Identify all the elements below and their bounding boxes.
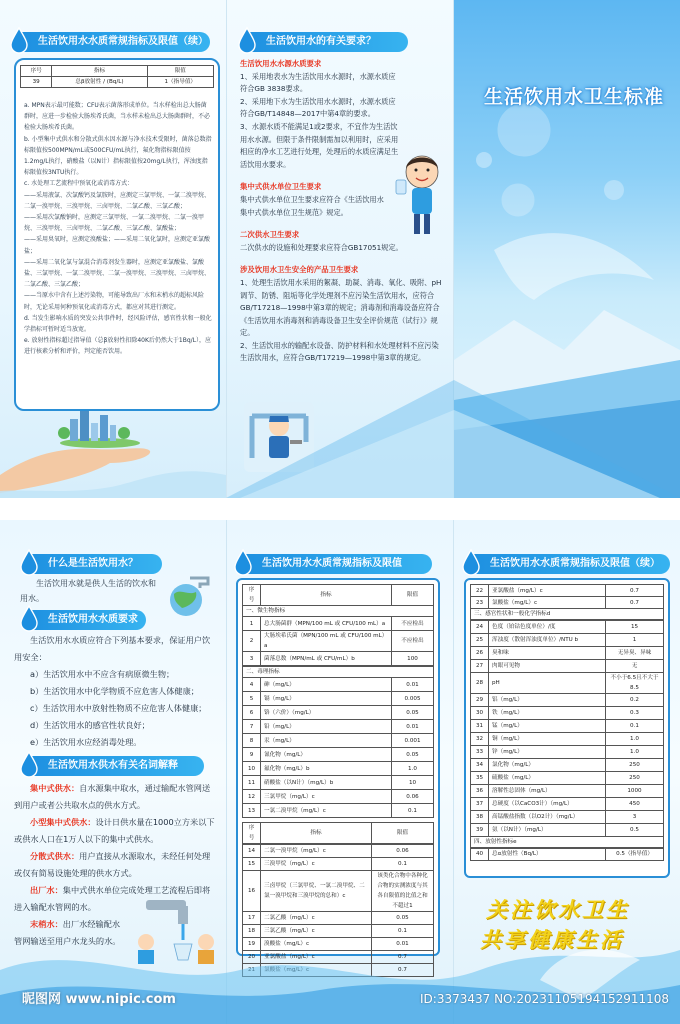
table-header: 限值 (372, 823, 434, 844)
section-text: 1、采用地表水为生活饮用水水源时，水源水质应符合GB 3838要求。 2、采用地下水为生活饮用水水源时，水源水质应符合GB/T14848—2017中第4章的要求。 3、水源水质不能满足1或2要求，不宜作为生活饮用水水源。但限于条件限制需加以利用时，应采用相应的净水工艺进行处理，处理后的水质应满足生活饮用水要求。 (240, 71, 399, 169)
table-row (471, 672, 664, 693)
table-cell: 32 (471, 732, 489, 745)
table-cell: 0.06 (372, 844, 434, 857)
table-cell: 色度（铂钴色度单位）/度 (489, 620, 606, 633)
table-cell: 37 (471, 797, 489, 810)
table-cell: 38 (471, 810, 489, 823)
boy-drinking-illustration (392, 150, 452, 245)
table-cell: 39 (21, 77, 52, 88)
table-cell: 250 (606, 771, 664, 784)
table-cell: 15 (606, 620, 664, 633)
table-row (243, 678, 434, 692)
table-cell: 0.7 (372, 963, 434, 976)
table-cell: 1.0 (392, 762, 434, 776)
table-row (471, 706, 664, 719)
slogan-line-2: 共享健康生活 (480, 928, 624, 952)
term-label: 集中式供水： (30, 783, 80, 793)
table-cell: 氯酸盐（mg/L）c (489, 597, 606, 609)
table-cell: 26 (471, 646, 489, 659)
table-cell: pH (489, 672, 606, 693)
table-header-row (243, 823, 434, 844)
table-cell: 31 (471, 719, 489, 732)
water-drop-icon (18, 548, 40, 576)
table-group: 四、放射性指标e (471, 837, 664, 848)
standards-table-group (470, 836, 664, 848)
table-row (471, 758, 664, 771)
water-drop-icon (18, 750, 40, 778)
table-cell: 0.01 (392, 720, 434, 734)
table-row (243, 762, 434, 776)
table-cell: 铜（mg/L） (489, 732, 606, 745)
banner-label: 生活饮用水供水有关名词解释 (48, 760, 178, 771)
table-cell: 砷（mg/L） (261, 678, 392, 692)
table-header-row (21, 66, 214, 77)
table-cell: 4 (243, 678, 261, 692)
table-cell: 39 (471, 823, 489, 836)
table-row (243, 734, 434, 748)
table-row (243, 720, 434, 734)
table-cell: 10 (392, 776, 434, 790)
table-cell: 2 (243, 631, 261, 652)
standards-table-continued (470, 584, 664, 609)
banner-label: 生活饮用水水质常规指标及限值（续） (38, 36, 208, 47)
table-row (471, 823, 664, 836)
section-banner (240, 32, 408, 52)
table-row (243, 776, 434, 790)
table-cell: 1.0 (606, 745, 664, 758)
table-cell: 总硬度（以CaCO3计）（mg/L） (489, 797, 606, 810)
table-row (471, 633, 664, 646)
table-cell: 40 (471, 848, 489, 860)
table-cell: 0.1 (392, 804, 434, 818)
requirement-item: b）生活饮用水中化学物质不应危害人体健康； (30, 686, 199, 696)
table-cell: 6 (243, 706, 261, 720)
note-line: ——当原水中含有上述污染物，可能导致出厂水和末梢水的超标风险时，无论采用何种预氧化或消毒方式，都应对其进行测定。 (24, 292, 205, 311)
table-cell: 1 (243, 617, 261, 631)
top-sheet (0, 0, 680, 498)
table-row (471, 771, 664, 784)
table-cell: 二氯乙酸（mg/L）c (261, 911, 372, 924)
table-cell: 0.06 (392, 790, 434, 804)
banner-label: 生活饮用水的有关要求？ (266, 36, 376, 47)
table-cell: 3 (606, 810, 664, 823)
table-row (471, 784, 664, 797)
term-desc: 用户直接从水源取水，未经任何处理或仅有简易设施处理的供水方式。 (14, 851, 211, 878)
definition-text: 生活饮用水就是供人生活的饮水和用水。 (20, 579, 156, 603)
slogan-line-1: 关注饮水卫生 (486, 898, 630, 922)
earth-faucet-icon (160, 574, 214, 620)
table-cell: 臭和味 (489, 646, 606, 659)
table-cell: 12 (243, 790, 261, 804)
table-cell: 硝酸盐（以N计）（mg/L）b (261, 776, 392, 790)
table-cell: 亚氯酸盐（mg/L）c (261, 950, 372, 963)
table-cell: 27 (471, 659, 489, 672)
table-cell: 0.05 (392, 748, 434, 762)
section-text: 集中式供水单位卫生要求应符合《生活饮用水集中式供水单位卫生规范》规定。 (240, 194, 384, 217)
table-cell: 总β放射性 / (Bq/L) (52, 77, 147, 88)
cover-title: 生活饮用水卫生标准 (484, 86, 665, 108)
table-cell: 0.1 (606, 719, 664, 732)
table-cell: 5 (243, 692, 261, 706)
table-cell: 33 (471, 745, 489, 758)
water-drop-icon (236, 26, 258, 54)
table-cell: 不应检出 (392, 631, 434, 652)
term-entry (14, 814, 218, 848)
table-row (471, 732, 664, 745)
section-banner (22, 610, 146, 630)
term-desc: 集中式供水单位完成处理工艺流程后即将进入输配水管网的水。 (14, 885, 211, 912)
requirement-item: e）生活饮用水应经消毒处理。 (30, 737, 142, 747)
term-label: 分散式供水： (30, 851, 80, 861)
standards-table-toxic (242, 677, 434, 818)
requirement-item: a）生活饮用水中不应含有病原微生物； (30, 669, 175, 679)
table-cell: 菌落总数（MPN/mL 或 CFU/mL）b (261, 652, 392, 666)
table-cell: 250 (606, 758, 664, 771)
term-label: 出厂水： (30, 885, 63, 895)
note-line: e. 放射性指标超过指导值（总β放射性扣除40K后仍然大于1Bq/L），应进行核素分析和评价，判定能否饮用。 (24, 337, 212, 356)
table-header: 指标 (261, 823, 372, 844)
table-cell: 铝（mg/L） (489, 693, 606, 706)
water-drop-icon (232, 548, 254, 576)
table-cell: 汞（mg/L） (261, 734, 392, 748)
term-label: 末梢水： (30, 919, 63, 929)
table-row (471, 848, 664, 860)
table-cell: 不小于6.5且不大于8.5 (606, 672, 664, 693)
table-cell: 无异臭、异味 (606, 646, 664, 659)
table-cell: 浑浊度（散射浑浊度单位）/NTU b (489, 633, 606, 646)
table-cell: 0.01 (392, 678, 434, 692)
banner-label: 生活饮用水水质常规指标及限值（续） (490, 558, 660, 569)
table-cell: 无 (606, 659, 664, 672)
standards-table-group (242, 666, 434, 678)
table-cell: 8 (243, 734, 261, 748)
note-line: c. 水处理工艺流程中预氧化或消毒方式： (24, 180, 134, 188)
standards-continued-box (464, 578, 670, 878)
table-group-row (243, 606, 434, 617)
note-line: d. 当发生影响水质的突发公共事件时，经风险评估，感官性状和一般化学指标可暂时适当放宽。 (24, 314, 212, 334)
section-banner (464, 554, 670, 574)
table-cell: 0.05 (372, 911, 434, 924)
table-header: 序号 (243, 585, 261, 606)
table-cell: 13 (243, 804, 261, 818)
table-cell: 不应检出 (392, 617, 434, 631)
table-cell: 0.3 (606, 706, 664, 719)
section-banner (12, 32, 210, 52)
table-cell: 34 (471, 758, 489, 771)
table-cell: 氨（以N计）（mg/L） (489, 823, 606, 836)
table-cell: 铅（mg/L） (261, 720, 392, 734)
table-row (471, 693, 664, 706)
table-cell: 1.0 (606, 732, 664, 745)
table-cell: 9 (243, 748, 261, 762)
table-group: 二、毒理指标 (243, 666, 434, 677)
table-cell: 20 (243, 950, 261, 963)
table-cell: 1（指导值） (147, 77, 213, 88)
table-cell: 0.05 (392, 706, 434, 720)
table-header: 指标 (52, 66, 147, 77)
table-cell: 总大肠菌群（MPN/100 mL 或 CFU/100 mL）a (261, 617, 392, 631)
section-banner (236, 554, 432, 574)
table-cell: 1000 (606, 784, 664, 797)
table-header-row (243, 585, 434, 606)
table-cell: 氰化物（mg/L） (261, 748, 392, 762)
table-row (471, 659, 664, 672)
table-cell: 1 (606, 633, 664, 646)
table-cell: 氯化物（mg/L） (489, 758, 606, 771)
table-cell: 22 (471, 585, 489, 597)
table-row (471, 585, 664, 597)
table-cell: 铁（mg/L） (489, 706, 606, 719)
sheet-gap (0, 498, 680, 520)
table-row (243, 804, 434, 818)
table-row (243, 617, 434, 631)
standards-table-radiation (470, 848, 664, 861)
table-cell: 10 (243, 762, 261, 776)
table-cell: 0.2 (606, 693, 664, 706)
table-cell: 14 (243, 844, 261, 857)
table-cell: 铬（六价）（mg/L） (261, 706, 392, 720)
table-cell: 450 (606, 797, 664, 810)
table-cell: 硫酸盐（mg/L） (489, 771, 606, 784)
water-drop-icon (460, 548, 482, 576)
term-entry (14, 848, 218, 882)
table-cell: 肉眼可见物 (489, 659, 606, 672)
table-row (243, 631, 434, 652)
table-row (471, 810, 664, 823)
table-header: 指标 (261, 585, 392, 606)
table-cell: 11 (243, 776, 261, 790)
bottom-sheet (0, 520, 680, 1024)
table-row (243, 844, 434, 857)
table-row (21, 77, 214, 88)
table-cell: 0.005 (392, 692, 434, 706)
standards-table-group (470, 608, 664, 620)
table-cell: 15 (243, 857, 261, 870)
term-desc: 出厂水经输配水管网输送至用户水龙头的水。 (14, 919, 121, 946)
section-heading: 集中式供水单位卫生要求 (240, 182, 322, 192)
term-desc: 自水源集中取水，通过输配水管网送到用户或者公共取水点的供水方式。 (14, 783, 211, 810)
table-cell: 18 (243, 924, 261, 937)
table-cell: 23 (471, 597, 489, 609)
table-header: 序号 (243, 823, 261, 844)
table-cell: 0.7 (606, 597, 664, 609)
table-cell: 高锰酸盐指数（以O2计）（mg/L） (489, 810, 606, 823)
table-cell: 三卤甲烷（三氯甲烷、一氯二溴甲烷、二氯一溴甲烷和三溴甲烷的总和）c (261, 870, 372, 911)
note-line: ——采用次氯酸钠时，应测定三氯甲烷、一氯二溴甲烷、二氯一溴甲烷、三溴甲烷、三卤甲烷、二氯乙酸、三氯乙酸、氯酸盐； (24, 214, 205, 233)
table-cell: 17 (243, 911, 261, 924)
decorative-triangle (0, 340, 680, 498)
table-cell: 29 (471, 693, 489, 706)
table-cell: 一氯二溴甲烷（mg/L）c (261, 804, 392, 818)
table-cell: 氟化物（mg/L）b (261, 762, 392, 776)
note-line: ——采用二氧化氯与氯混合消毒剂发生器时，应测定亚氯酸盐、氯酸盐、三氯甲烷、一氯二溴甲烷、二氯一溴甲烷、三溴甲烷、三卤甲烷、二氯乙酸、三氯乙酸； (24, 258, 211, 289)
table-row (471, 797, 664, 810)
term-desc: 设计日供水量在1000立方米以下或供水人口在1万人以下的集中式供水。 (14, 817, 215, 844)
table-notes (24, 100, 212, 358)
banner-label: 生活饮用水水质要求 (48, 614, 138, 625)
table-row (471, 597, 664, 609)
table-cell: 该类化合物中各种化合物的实测浓度与其各自限值的比值之和不超过1 (372, 870, 434, 911)
table-cell: 0.001 (392, 734, 434, 748)
table-group-row (243, 666, 434, 677)
table-cell: 36 (471, 784, 489, 797)
watermark-id: ID:3373437 NO:20231105194152911108 (420, 992, 670, 1006)
table-cell: 三氯甲烷（mg/L）c (261, 790, 392, 804)
table-cell: 锌（mg/L） (489, 745, 606, 758)
note-line: b. 小型集中式供水和分散式供水因水源与净水技术受限时，菌落总数指标限值按500MPN/mL或500CFU/mL执行，氟化物指标限值按1.2mg/L执行，硝酸盐（以N计）指标限值按20mg/L执行，浑浊度指标限值按3NTU执行。 (24, 135, 212, 177)
indicator-table (20, 65, 214, 88)
table-group-row (471, 609, 664, 620)
table-header: 限值 (147, 66, 213, 77)
table-cell: 0.5 (606, 823, 664, 836)
table-cell: 0.5（指导值） (606, 848, 664, 860)
note-line: ——采用臭氧时，应测定溴酸盐；——采用二氧化氯时，应测定亚氯酸盐； (24, 236, 211, 255)
table-row (243, 748, 434, 762)
table-group-row (471, 837, 664, 848)
table-cell: 16 (243, 870, 261, 911)
table-cell: 总α放射性（Bq/L） (489, 848, 606, 860)
table-cell: 0.1 (372, 924, 434, 937)
table-group: 一、微生物指标 (243, 606, 434, 617)
standards-table-microbe (242, 616, 434, 666)
table-cell: 19 (243, 937, 261, 950)
table-cell: 二氯一溴甲烷（mg/L）c (261, 844, 372, 857)
section-text: 二次供水的设施和处理要求应符合GB17051规定。 (240, 242, 403, 252)
standards-table-continued-header (242, 822, 434, 844)
table-row (471, 745, 664, 758)
table-cell: 大肠埃希氏菌（MPN/100 mL 或 CFU/100 mL）a (261, 631, 392, 652)
section-heading: 生活饮用水水源水质要求 (240, 59, 322, 68)
note-line: a. MPN表示最可能数；CFU表示菌落形成单位。当水样检出总大肠菌群时，应进一步检验大肠埃希氏菌，当水样未检出总大肠菌群时，不必检验大肠埃希氏菌。 (24, 102, 211, 132)
note-line: ——采用液氯、次氯酸钙及氯胺时，应测定三氯甲烷、一氯二溴甲烷、二氯一溴甲烷、三溴甲烷、三卤甲烷、二氯乙酸、三氯乙酸； (24, 191, 211, 210)
table-row (471, 719, 664, 732)
table-row (243, 790, 434, 804)
term-entry (14, 780, 218, 814)
table-cell: 0.7 (372, 950, 434, 963)
requirement-item: d）生活饮用水的感官性状良好； (30, 720, 150, 730)
term-label: 小型集中式供水： (30, 817, 96, 827)
table-cell: 0.01 (372, 937, 434, 950)
section-banner (22, 554, 162, 574)
section-heading: 二次供水卫生要求 (240, 230, 300, 240)
banner-label: 生活饮用水水质常规指标及限值 (262, 558, 402, 569)
table-header: 限值 (392, 585, 434, 606)
quality-requirements (14, 632, 218, 751)
section-banner (22, 756, 204, 776)
table-row (243, 706, 434, 720)
water-drop-icon (18, 604, 40, 632)
table-cell: 35 (471, 771, 489, 784)
requirement-item: c）生活饮用水中放射性物质不应危害人体健康； (30, 703, 207, 713)
table-group: 三、感官性状和一般化学指标d (471, 609, 664, 620)
table-cell: 7 (243, 720, 261, 734)
table-cell: 30 (471, 706, 489, 719)
table-cell: 24 (471, 620, 489, 633)
table-cell: 溶解性总固体（mg/L） (489, 784, 606, 797)
table-header: 序号 (21, 66, 52, 77)
table-cell: 溴酸盐（mg/L）c (261, 937, 372, 950)
table-cell: 三溴甲烷（mg/L）c (261, 857, 372, 870)
table-cell: 亚氯酸盐（mg/L）c (489, 585, 606, 597)
section-text: 1、处理生活饮用水采用的絮凝、助凝、消毒、氧化、吸附、pH调节、防锈、阻垢等化学处理剂不应污染生活饮用水，应符合GB/T17218—1998中第3章的规定；消毒剂和消毒设备应符合《生活饮用水消毒剂和消毒设备卫生安全评价规范（试行）》规定。 2、生活饮用水的输配水设备、防护材料和水处理材料不应污染生活饮用水，应符合GB/T17219—1998中第3章的规定。 (240, 277, 442, 363)
table-cell: 28 (471, 672, 489, 693)
standards-table-sensory (470, 620, 664, 837)
table-cell: 镉（mg/L） (261, 692, 392, 706)
table-cell: 3 (243, 652, 261, 666)
table-cell: 25 (471, 633, 489, 646)
standards-table (242, 584, 434, 617)
table-cell: 100 (392, 652, 434, 666)
table-row (471, 620, 664, 633)
table-row (243, 857, 434, 870)
banner-label: 什么是生活饮用水？ (48, 558, 138, 569)
watermark-site: 昵图网 www.nipic.com (22, 992, 176, 1007)
table-cell: 锰（mg/L） (489, 719, 606, 732)
table-cell: 三氯乙酸（mg/L）c (261, 924, 372, 937)
table-row (243, 652, 434, 666)
section-heading: 涉及饮用水卫生安全的产品卫生要求 (240, 265, 359, 275)
table-cell: 0.7 (606, 585, 664, 597)
table-row (471, 646, 664, 659)
requirements-intro: 生活饮用水水质应符合下列基本要求，保证用户饮用安全： (14, 635, 211, 662)
water-drop-icon (8, 26, 30, 54)
table-cell: 0.1 (372, 857, 434, 870)
table-row (243, 692, 434, 706)
